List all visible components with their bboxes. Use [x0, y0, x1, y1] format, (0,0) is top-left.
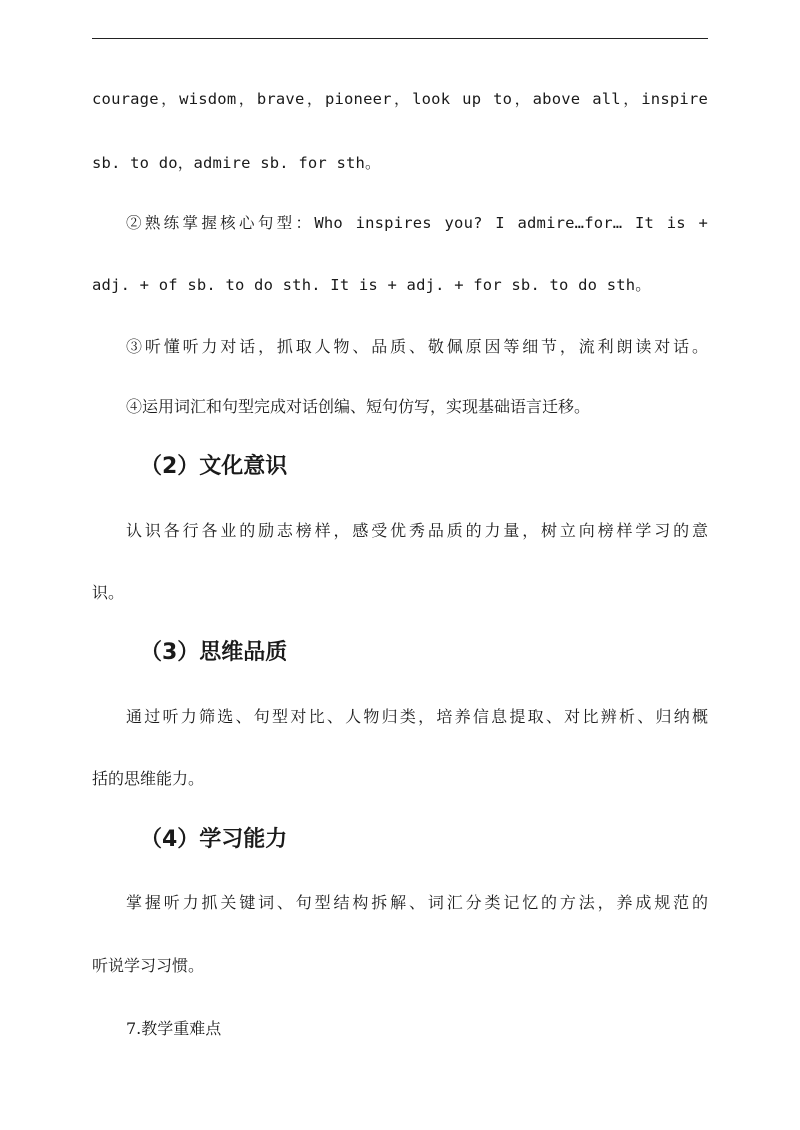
vocab-line-1: courage，wisdom，brave，pioneer，look up to，above all，inspire — [92, 90, 708, 108]
next-section-title: 7.教学重难点 — [126, 1019, 222, 1038]
vocab-line-2: sb. to do，admire sb. for sth。 — [92, 154, 381, 172]
culture-text-line-2: 识。 — [92, 583, 125, 602]
pattern-line-1: ②熟练掌握核心句型：Who inspires you? I admire…for… It is + — [126, 214, 708, 232]
learning-text-line-2: 听说学习习惯。 — [92, 956, 205, 975]
listening-objective: ③听懂听力对话，抓取人物、品质、敬佩原因等细节，流利朗读对话。 — [126, 337, 708, 356]
application-objective: ④运用词汇和句型完成对话创编、短句仿写，实现基础语言迁移。 — [126, 397, 591, 416]
thinking-text-line-2: 括的思维能力。 — [92, 769, 205, 788]
culture-text-line-1: 认识各行各业的励志榜样，感受优秀品质的力量，树立向榜样学习的意 — [126, 521, 708, 540]
learning-text-line-1: 掌握听力抓关键词、句型结构拆解、词汇分类记忆的方法，养成规范的 — [126, 893, 708, 912]
thinking-text-line-1: 通过听力筛选、句型对比、人物归类，培养信息提取、对比辨析、归纳概 — [126, 707, 708, 726]
learning-heading: （4）学习能力 — [140, 827, 288, 852]
header-rule — [92, 38, 708, 39]
pattern-line-2: adj. + of sb. to do sth. It is + adj. + for sb. to do sth。 — [92, 276, 652, 294]
culture-heading: （2）文化意识 — [140, 454, 288, 479]
thinking-heading: （3）思维品质 — [140, 640, 288, 665]
